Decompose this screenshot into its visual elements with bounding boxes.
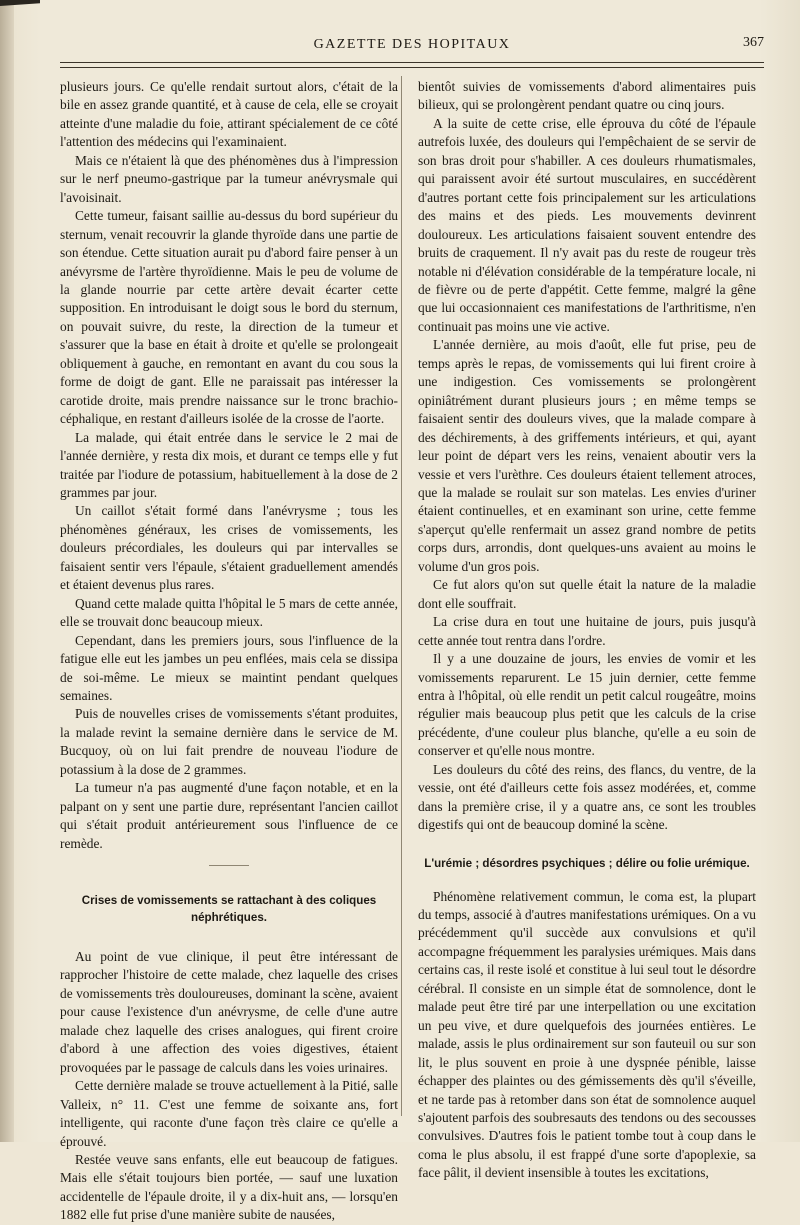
paragraph: La malade, qui était entrée dans le service le 2 mai de l'année dernière, y resta dix mois, et durant ce temps elle y fut traitée par l'iodure de potassium, habituellement à la dose de 2 grammes par jour. (60, 429, 398, 500)
journal-title: GAZETTE DES HOPITAUX (313, 37, 511, 52)
paragraph: Un caillot s'était formé dans l'anévrysme ; tous les phénomènes généraux, les crises de vomissements, les douleurs précordiales, les douleurs qui par intervalles se faisaient sentir vers l'épaule, s'étaient graduellement amendés et étaient devenus plus rares. (60, 503, 398, 593)
left-column (60, 78, 398, 1225)
paragraph: Ce fut alors qu'on sut quelle était la nature de la maladie dont elle souffrait. (418, 577, 756, 611)
paragraph: Phénomène relativement commun, le coma est, la plupart du temps, associé à d'autres manifestations urémiques. On a vu précédemment qu'il succède aux convulsions et qu'il accompagne fréquemment les paralysies urémiques. Mais dans certains cas, il reste isolé et constitue à lui seul tout le désordre cérébral. Il consiste en un simple état de somnolence, dont le malade peut être tiré par une interpellation ou une excitation un peu vive, et dure quelquefois des journées entières. Le malade, assis le plus ordinairement sur son fauteuil ou sur son lit, le plus souvent en proie à une dyspnée pénible, laisse échapper des plaintes ou des gémissements dès qu'il s'éveille, et ne tarde pas à retomber dans son état de somnolence auquel s'ajoutent parfois des soubresauts des tendons ou des secousses convulsives. D'autres fois le patient tombe tout à coup dans le coma le plus absolu, il est frappé d'une sorte d'apoplexie, sa face pâlit, il devient insensible à toutes les excitations, (418, 888, 756, 1181)
running-header (60, 34, 764, 58)
section-heading: Crises de vomissements se rattachant à des coliques néphrétiques. (81, 894, 377, 925)
paragraph: Cette tumeur, faisant saillie au-dessus du bord supérieur du sternum, venait recouvrir la glande thyroïde dans une partie de son étendue. Cette situation aurait pu d'abord faire penser à un anévyrsme de l'artère thyroïdienne. Mais le peu de volume de la glande nourrie par cette artère devait écarter cette supposition. En introduisant le doigt sous le bord du sternum, on pouvait suivre, du reste, la direction de la tumeur et s'assurer que la base en était à droite et qu'elle se prolongeait obliquement à gauche, en remontant en avant du cou sous la forme de doigt de gant. Elle ne paraissait pas intéresser la carotide droite, mais prendre naissance sur le tronc brachio-céphalique, en restant d'ailleurs isolée de la crosse de l'aorte. (60, 208, 398, 427)
page-spine-shadow (0, 0, 14, 1142)
paragraph: Cette dernière malade se trouve actuellement à la Pitié, salle Valleix, n° 11. C'est une femme de soixante ans, fort intelligente, qui raconte d'une façon très claire ce qu'elle a éprouvé. (60, 1078, 398, 1149)
paragraph: Au point de vue clinique, il peut être intéressant de rapprocher l'histoire de cette malade, chez laquelle des crises de vomissements très douloureuses, dominant la scène, avaient pour cause l'existence d'un anévrysme, de celle d'une autre malade chez laquelle des crises analogues, qui firent croire d'abord à une affection des voies digestives, étaient provoquées par le passage de calculs dans les voies urinaires. (60, 949, 398, 1075)
paragraph: A la suite de cette crise, elle éprouva du côté de l'épaule autrefois luxée, des douleurs qui l'empêchaient de se servir de son bras droit pour s'habiller. A ces douleurs rhumatismales, qui paraissent avoir été surtout musculaires, en succédèrent d'autres portant cette fois principalement sur les articulations des mains et des pieds. Les mouvements devinrent douloureux. Les articulations faisaient souvent entendre des bruits de craquement. Il n'y avait pas du reste de rougeur très notable ni d'élévation considérable de la température locale, ni de fièvre ou de perte d'appétit. Cette femme, malgré la gêne que lui occasionnaient ces manifestations de l'arthritisme, n'en continuait pas moins une vie active. (418, 115, 756, 334)
paragraph: Mais ce n'étaient là que des phénomènes dus à l'impression sur le nerf pneumo-gastrique par la tumeur anévrysmale qui l'avoisinait. (60, 152, 398, 205)
paragraph: La tumeur n'a pas augmenté d'une façon notable, et en la palpant on y sent une partie dure, représentant l'ancien caillot qui s'était produit antérieurement sous l'influence de ce remède. (60, 780, 398, 851)
paragraph: Il y a une douzaine de jours, les envies de vomir et les vomissements reparurent. Le 15 juin dernier, cette femme entra à l'hôpital, où elle rendit un petit calcul rougeâtre, moins régulier mais beaucoup plus petit que les calculs de la crise précédente, d'une couleur plus blanche, qu'elle a eu soin de conserver et qu'elle nous montre. (418, 651, 756, 759)
paragraph: Les douleurs du côté des reins, des flancs, du ventre, de la vessie, ont été d'ailleurs cette fois assez modérées, et, comme dans la première crise, il y a quatre ans, ce sont les troubles digestifs qui ont de beaucoup dominé la scène. (418, 761, 756, 833)
paragraph: Restée veuve sans enfants, elle eut beaucoup de fatigues. Mais elle s'était toujours bien portée, — sauf une luxation accidentelle de l'épaule droite, il y a dix-huit ans, — lorsqu'en 1882 elle fut prise d'une manière subite de nausées, (60, 1152, 398, 1223)
section-heading: L'urémie ; désordres psychiques ; délire ou folie urémique. (424, 856, 750, 870)
column-divider (401, 76, 402, 1116)
header-rule (60, 62, 764, 68)
paragraph: plusieurs jours. Ce qu'elle rendait surtout alors, c'était de la bile en assez grande quantité, et à cause de cela, elle se croyait atteinte d'une maladie du foie, attirant spécialement de ce côté l'attention des médecins qui l'examinaient. (60, 79, 398, 150)
right-column (418, 78, 756, 1183)
paragraph: Quand cette malade quitta l'hôpital le 5 mars de cette année, elle se trouvait donc beaucoup mieux. (60, 595, 398, 630)
paragraph: Cependant, dans les premiers jours, sous l'influence de la fatigue elle eut les jambes un peu enflées, mais cela se dissipa de soi-même. Le mieux se maintint pendant quelques semaines. (60, 632, 398, 703)
paragraph: Puis de nouvelles crises de vomissements s'étant produites, la malade revint la semaine dernière dans le service de M. Bucquoy, où on lui fait prendre de nouveau l'iodure de potassium à la dose de 2 grammes. (60, 706, 398, 777)
page-number: 367 (743, 35, 764, 50)
section-rule (209, 865, 249, 866)
paragraph: La crise dura en tout une huitaine de jours, puis jusqu'à cette année tout rentra dans l'ordre. (418, 614, 756, 648)
paragraph: L'année dernière, au mois d'août, elle fut prise, peu de temps après le repas, de vomissements qui lui firent croire à une indigestion. Ces vomissements se prolongèrent opiniâtrément durant plusieurs jours ; en même temps se faisaient sentir des douleurs vives, que la malade compare à des déchirements, à des griffements intérieurs, et qui, ayant leur point de départ vers les reins, venaient aboutir vers la vessie et vers l'urèthre. Ces douleurs étaient tellement atroces, que la malade se roulait sur son matelas. Les envies d'uriner étaient continuelles, et en examinant son urine, cette femme s'aperçut qu'elle renfermait un assez grand nombre de petits corps durs, arrondis, dont quelques-uns avaient au moins le volume d'un gros pois. (418, 337, 756, 574)
corner-ink-mark (0, 0, 40, 6)
paragraph: bientôt suivies de vomissements d'abord alimentaires puis bilieux, qui se prolongèrent pendant quatre ou cinq jours. (418, 79, 756, 113)
